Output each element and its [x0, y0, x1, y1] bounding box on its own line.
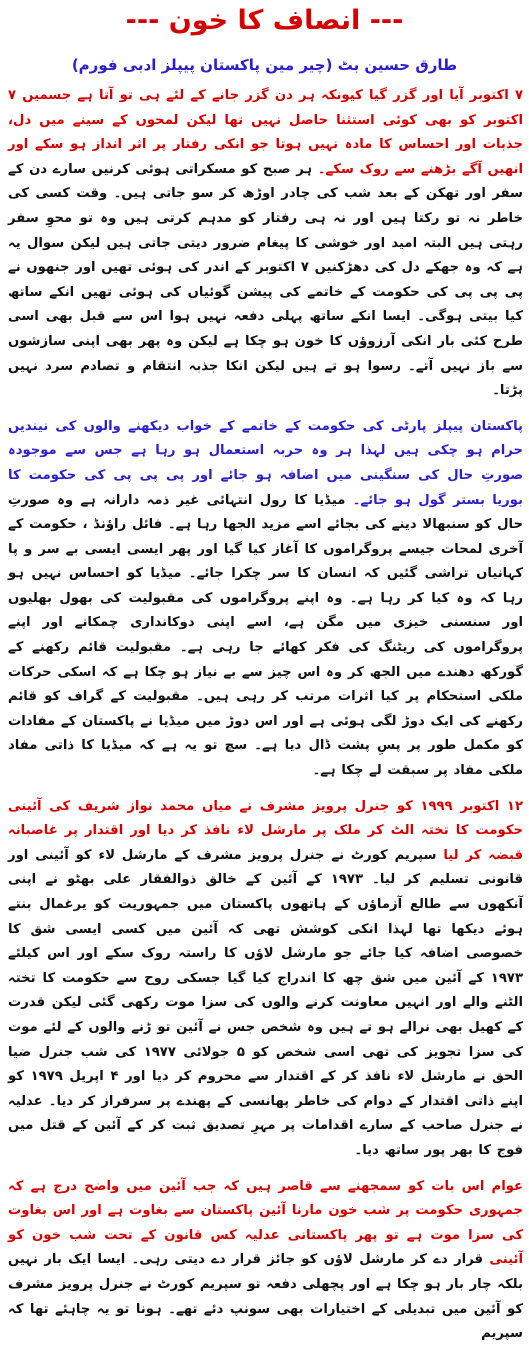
paragraph-4-text: قرار دے کر مارشل لاؤں کو جائز قرار دے دیتی رہی۔ ایسا ایک بار نہیں بلکہ چار بار ہو چکا ہے اور پچھلی دفعہ تو سپریم کورٹ نے جنرل پرویز مشرف کو آئین میں تبدیلی کے اختیارات بھی سونپ دئے تھے۔ ہونا تو یہ چاہئے تھا کہ سپریم: [8, 1252, 523, 1342]
article-title-text: انصاف کا خون: [168, 5, 361, 36]
title-decoration-right: ---: [369, 5, 404, 36]
paragraph-3: [8, 795, 523, 1164]
paragraph-2-lead: پاکستان پیپلز پارٹی کی حکومت کے خاتمے کے خواب دیکھنے والوں کی نیندیں حرام ہو چکی ہیں لہذا ہر وہ حربہ استعمال ہو رہا ہے جس سے موجودہ صورتِ حال کی سنگینی میں اضافہ ہو جائے اور پی پی پی کی حکومت کا بوریا بستر گول ہو جائے۔: [8, 418, 523, 508]
paragraph-4: [8, 1175, 523, 1347]
article-byline: طارق حسین بٹ (چیر مین پاکستان پیپلز ادبی فورم): [71, 56, 458, 74]
title-decoration-left: ---: [125, 5, 160, 36]
paragraph-3-lead: ۱۲ اکتوبر ۱۹۹۹ کو جنرل پرویز مشرف نے میاں محمد نواز شریف کی آئینی حکومت کا تختہ الٹ کر ملک پر مارشل لاء نافذ کر دیا اور اقتدار پر غاصبانہ قبضہ کر لیا: [8, 798, 523, 863]
paragraph-1: [8, 84, 523, 404]
paragraph-4-lead: عوام اس بات کو سمجھنے سے قاصر ہیں کہ جب آئین میں واضح درج ہے کہ جمہوری حکومت پر شب خون مارنا آئین پاکستان سے بغاوت ہے اور اس بغاوت کی سزا موت ہے تو پھر پاکستانی عدلیہ کس قانون کے تحت شب خون کو آئینی: [8, 1178, 523, 1268]
paragraph-1-lead: ۷ اکتوبر آیا اور گزر گیا کیونکہ ہر دن گزر جانے کے لئے ہی تو آتا ہے جسمیں ۷ اکتوبر کو بھی کوئی استثنا حاصل نہیں تھا لیکن لمحوں کے سینے میں دل، جذبات اور احساس کا مادہ نہیں ہوتا جو انکی رفتار پر اثر انداز ہو سکے اور انھیں آگے بڑھنے سے روک سکے۔: [8, 88, 523, 177]
paragraph-1-text: ہر صبح کو مسکراتی ہوئی کرنیں سارے دن کے سفر اور تھکن کے بعد شب کی چادر اوڑھ کر سو جاتی ہیں۔ وقت کسی کی خاطر نہ تو رکتا ہیں اور نہ ہی رفتار کو مدہم کرتی ہیں وہ تو محوِ سفر رہتی ہیں البتہ امید اور خوشی کا پیغام ضرور دیتی جاتی ہیں لیکن سوال یہ ہے کہ وہ جھکے دل کی دھڑکنیں ۷ اکتوبر کے اندر کی ہوئی تھیں اور جنھوں نے پی پی پی کی حکومت کے خاتمے کی پیشن گوئیاں کی ہوئی تھیں انکے ساتھ کیا بیتی ہوگی۔ ایسا انکے ساتھ پہلی دفعہ نہیں ہوا اس سے قبل بھی اسی طرح کئی بار انکی آرزوؤں کا خون ہو چکا ہے لیکن وہ پھر بھی اپنی سازشوں سے باز نہیں آتے۔ رسوا ہو تے ہیں لیکن انکا جذبہ انتقام و تصادم سرد نہیں پڑتا۔: [8, 161, 523, 399]
paragraph-2-text: میڈیا کا رول انتہائی غیر ذمہ دارانہ ہے وہ صورتِ حال کو سنبھالا دینے کی بجائے اسے مزید الجھا رہا ہے۔ فائل راؤنڈ ، حکومت کے آخری لمحات جیسے پروگراموں کا آغاز کیا گیا اور پھر ایسی ایسی بے سر و پا کہانیاں تراشی گئیں کہ انسان کا سر چکرا جائے۔ میڈیا کو احساس نہیں ہو رہا کہ وہ کیا کر رہا ہے۔ وہ اپنے پروگراموں کی مقبولیت کی بھول بھلیوں اور سنسنی خیزی میں مگن ہے، اسے اپنی دوکانداری چمکانے اور اپنے پروگراموں کی ریٹنگ کی فکر کھائے جا رہی ہے۔ مقبولیت قائم رکھنے کے گورکھ دھندے میں الجھ کر وہ اس چیز سے بے نیاز ہو چکا ہے کہ اسکی حرکات ملکی استحکام پر کیا اثرات مرتب کر رہی ہیں۔ مقبولیت کے گراف کو قائم رکھنے کی ایک دوڑ لگی ہوئی ہے اور اس دوڑ میں میڈیا نے پاکستان کے مفادات کو مکمل طور پر پسِ پشت ڈال دیا ہے۔ سچ تو یہ ہے کہ میڈیا کا ذاتی مفاد ملکی مفاد پر سبقت لے چکا ہے۔: [8, 492, 523, 779]
article-body: [0, 84, 529, 1347]
paragraph-3-text: سپریم کورٹ نے جنرل پرویز مشرف کے مارشل لاء کو آئینی اور قانونی تسلیم کر لیا۔ ۱۹۷۳ کے آئین کے خالق ذوالفقار علی بھٹو نے اپنی آنکھوں سے طالع آزماؤں کے ہاتھوں پاکستان میں جمہوریت کو یرغمال بنتے ہوئے دیکھا تھا لہذا انکی کوشش تھی کہ آئین میں کسی ایسی شق کا خصوصی اضافہ کیا جائے جو مارشل لاؤں کا راستہ روک سکے اور اس کیلئے ۱۹۷۳ کے آئین میں شق چھ کا اندراج کیا گیا جسکی روح سے حکومت کا تختہ الٹنے والے اور انہیں معاونت کرنے والوں کی سزا موت رکھی گئی لیکن قدرت کے کھیل بھی نرالے ہو تے ہیں وہ شخص جس نے آئین تو ڑنے والوں کے لئے موت کی سزا تجویز کی تھی اسی شخص کو ۵ جولائی ۱۹۷۷ کی شب جنرل ضیا الحق نے مارشل لاء نافذ کر کے اقتدار سے محروم کر دیا اور ۴ اپریل ۱۹۷۹ کو اپنے ذاتی اقتدار کے دوام کی خاطر پھانسی کے پھندے پر سرفراز کر دیا۔ عدلیہ نے جنرل صاحب کے سارے اقدامات پر مہرِ تصدیق ثبت کر کے آئین کے قتل میں فوج کا بھر پور ساتھ دیا۔: [8, 847, 523, 1158]
paragraph-2: [8, 415, 523, 784]
article-title: [0, 0, 529, 54]
